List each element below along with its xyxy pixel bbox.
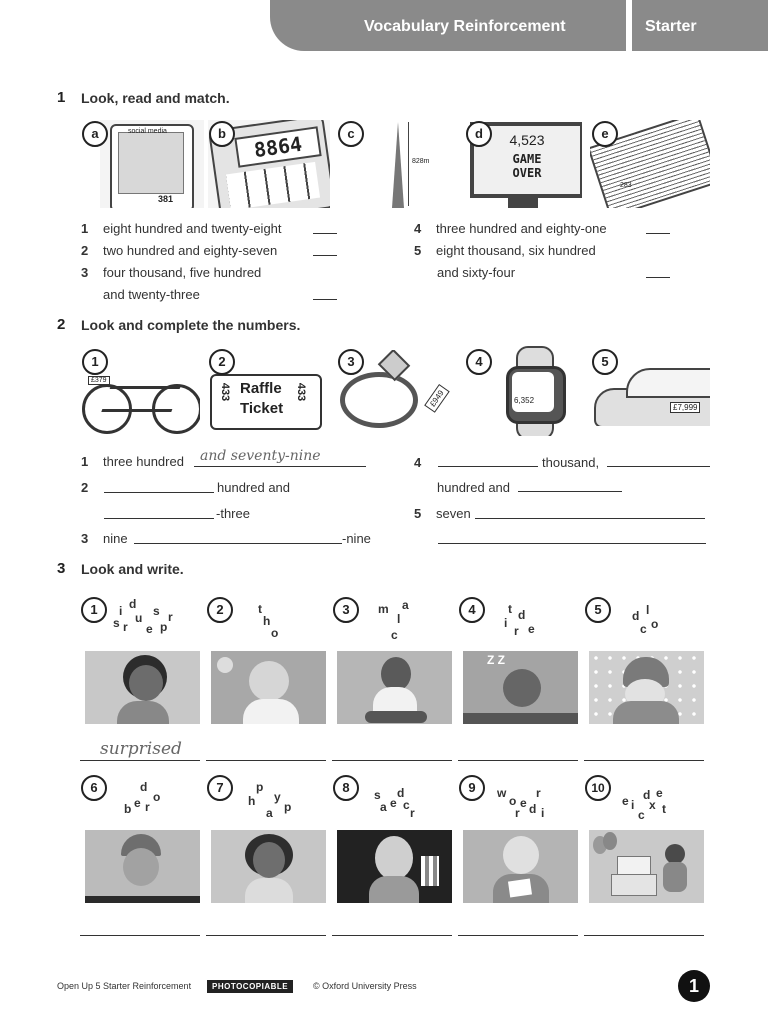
picture-label-4: 4	[459, 597, 485, 623]
answer-line-2[interactable]	[206, 760, 326, 761]
answer-line-3[interactable]	[332, 760, 452, 761]
picture-label-10: 10	[585, 775, 611, 801]
picture-label-2: 2	[209, 349, 235, 375]
car-picture: £7,999	[592, 360, 710, 426]
example-answer: and seventy-nine	[200, 448, 321, 464]
picture-label-a: a	[82, 121, 108, 147]
picture-label-5: 5	[592, 349, 618, 375]
picture-label-1: 1	[81, 597, 107, 623]
match-item-continued: and twenty-three	[103, 287, 200, 302]
cold-boy-picture	[589, 651, 704, 724]
answer-line-1[interactable]	[80, 760, 200, 761]
match-item-continued: and sixty-four	[437, 265, 516, 280]
excited-boy-picture	[589, 830, 704, 903]
page-title: Vocabulary Reinforcement	[364, 18, 566, 35]
picture-label-b: b	[209, 121, 235, 147]
number-item: 2	[81, 480, 89, 495]
section3-instruction: Look and write.	[81, 561, 184, 577]
calm-girl-picture	[337, 651, 452, 724]
answer-line-10[interactable]	[584, 935, 704, 936]
section1-instruction: Look, read and match.	[81, 90, 230, 106]
picture-label-1: 1	[82, 349, 108, 375]
number-answer-4a[interactable]	[438, 466, 538, 467]
number-item: 3 nine	[81, 531, 128, 546]
happy-girl-picture	[211, 830, 326, 903]
number-answer-1[interactable]	[194, 466, 366, 467]
number-item: 1 three hundred	[81, 454, 184, 469]
picture-label-5: 5	[585, 597, 611, 623]
surprised-girl-picture	[85, 651, 200, 724]
calculator-picture: 8864	[208, 120, 330, 208]
match-item: 3 four thousand, five hundred	[81, 265, 262, 280]
smartwatch-picture: 6,352	[488, 346, 582, 436]
picture-label-3: 3	[338, 349, 364, 375]
tablet-picture: social media 381	[100, 120, 204, 208]
level-label: Starter	[645, 18, 697, 35]
match-answer-4[interactable]	[646, 233, 670, 234]
match-item: 4 three hundred and eighty-one	[414, 221, 607, 236]
number-answer-2b[interactable]	[104, 518, 214, 519]
picture-label-6: 6	[81, 775, 107, 801]
picture-label-7: 7	[207, 775, 233, 801]
answer-line-4[interactable]	[458, 760, 578, 761]
match-answer-3[interactable]	[313, 299, 337, 300]
worried-boy-picture	[463, 830, 578, 903]
match-item: 1 eight hundred and twenty-eight	[81, 221, 282, 236]
section2-instruction: Look and complete the numbers.	[81, 317, 301, 333]
answer-line-6[interactable]	[80, 935, 200, 936]
page-number: 1	[678, 970, 710, 1002]
answer-line-8[interactable]	[332, 935, 452, 936]
picture-label-d: d	[466, 121, 492, 147]
picture-label-4: 4	[466, 349, 492, 375]
book-picture: 283	[590, 120, 710, 208]
number-answer-4b[interactable]	[607, 466, 710, 467]
footer-book-title: Open Up 5 Starter Reinforcement	[57, 981, 192, 991]
bored-boy-picture	[85, 830, 200, 903]
match-answer-2[interactable]	[313, 255, 337, 256]
picture-label-2: 2	[207, 597, 233, 623]
tired-girl-picture: Z Z	[463, 651, 578, 724]
scared-boy-picture	[337, 830, 452, 903]
bicycle-picture: £379	[80, 352, 200, 434]
picture-label-e: e	[592, 121, 618, 147]
hot-boy-picture	[211, 651, 326, 724]
match-item: 5 eight thousand, six hundred	[414, 243, 596, 258]
section1-number: 1	[57, 89, 66, 106]
answer-line-5[interactable]	[584, 760, 704, 761]
footer-copyright: © Oxford University Press	[313, 981, 417, 991]
example-answer-surprised: surprised	[100, 739, 182, 759]
match-answer-1[interactable]	[313, 233, 337, 234]
number-answer-5a[interactable]	[475, 518, 705, 519]
section2-number: 2	[57, 316, 66, 333]
picture-label-3: 3	[333, 597, 359, 623]
picture-label-9: 9	[459, 775, 485, 801]
answer-line-9[interactable]	[458, 935, 578, 936]
number-answer-5b[interactable]	[438, 543, 706, 544]
skyscraper-picture: 828m	[340, 120, 458, 208]
raffle-ticket-picture: 433 Raffle Ticket 433	[210, 374, 322, 430]
number-item: 4	[414, 455, 422, 470]
number-answer-2a[interactable]	[104, 492, 214, 493]
photocopiable-badge: PHOTOCOPIABLE	[207, 980, 293, 993]
answer-line-7[interactable]	[206, 935, 326, 936]
game-over-picture: 4,523 GAME OVER	[466, 120, 582, 208]
match-answer-5[interactable]	[646, 277, 670, 278]
match-item: 2 two hundred and eighty-seven	[81, 243, 278, 258]
picture-label-c: c	[338, 121, 364, 147]
number-answer-3[interactable]	[134, 543, 342, 544]
number-item: 5 seven	[414, 506, 471, 521]
number-answer-4c[interactable]	[518, 491, 622, 492]
section3-number: 3	[57, 560, 66, 577]
picture-label-8: 8	[333, 775, 359, 801]
ring-picture: £949	[336, 350, 458, 434]
